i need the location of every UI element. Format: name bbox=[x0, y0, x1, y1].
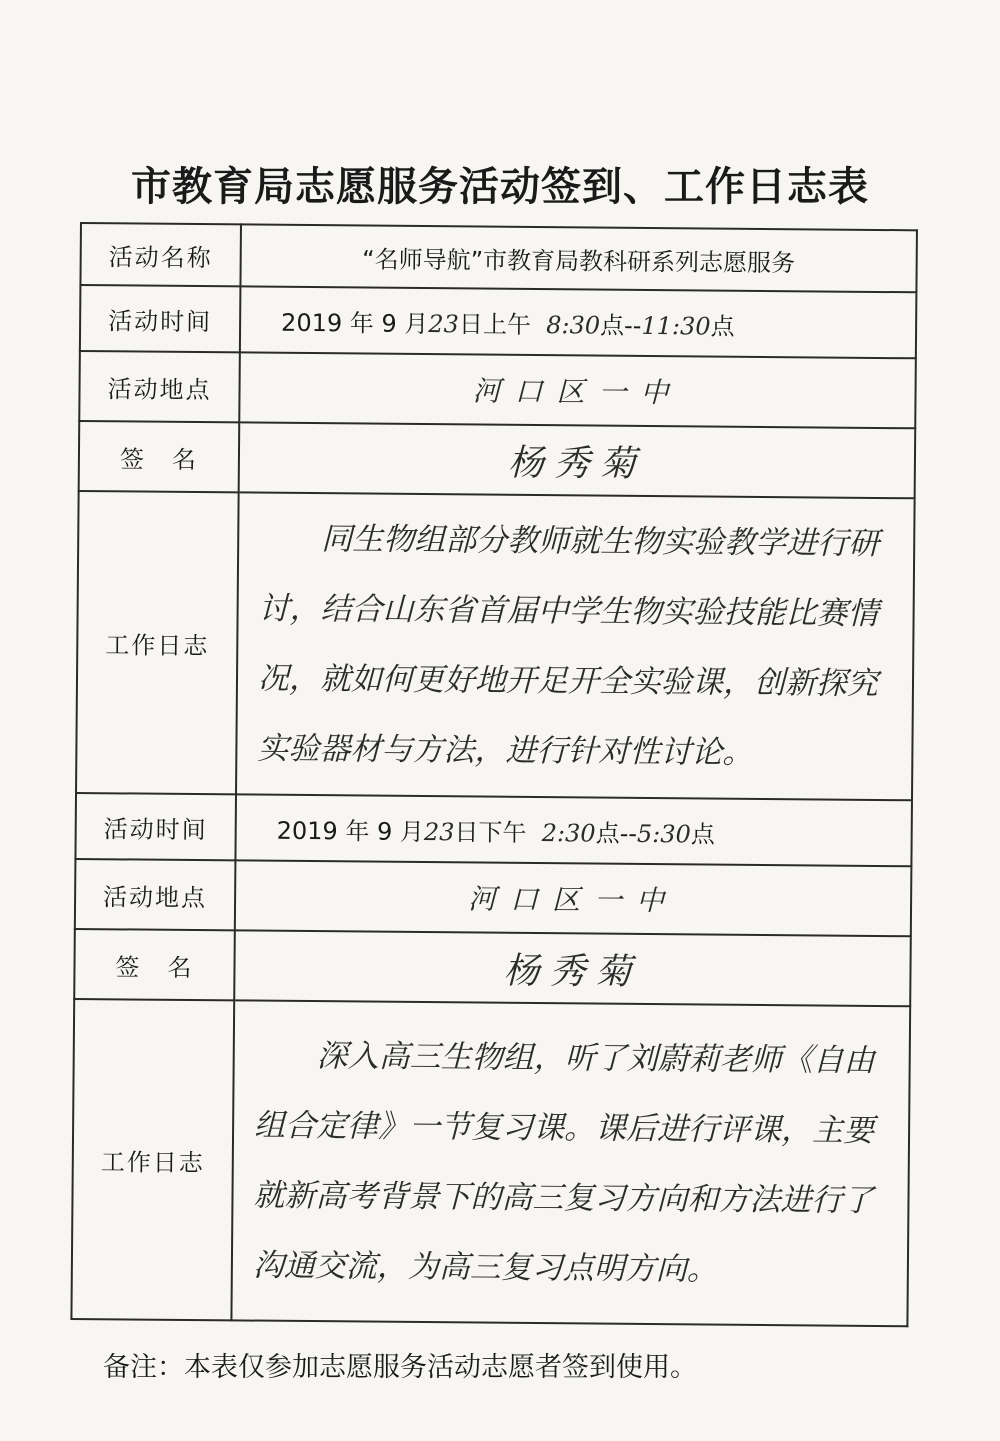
signature-label-1: 签 名 bbox=[79, 421, 240, 492]
work-log-cell-2 bbox=[231, 1000, 910, 1326]
activity-name-value: “名师导航”市教育局教科研系列志愿服务 bbox=[240, 224, 917, 292]
activity-place-value-1: 河口区一中 bbox=[472, 374, 683, 410]
time-separator-2: 点-- bbox=[595, 819, 638, 848]
date-printed-1: 2019 年 9 月 bbox=[281, 308, 429, 338]
date-suffix-1: 日上午 bbox=[458, 309, 532, 339]
activity-place-cell-1 bbox=[239, 352, 916, 428]
end-unit-2: 点 bbox=[690, 819, 715, 849]
date-day-2: 23 bbox=[423, 817, 455, 846]
activity-time-value-1 bbox=[240, 286, 917, 358]
activity-time-value-2 bbox=[235, 794, 912, 866]
work-log-label-1: 工作日志 bbox=[76, 491, 239, 794]
signature-value-2: 杨秀菊 bbox=[503, 950, 642, 993]
date-printed-2: 2019 年 9 月 bbox=[276, 816, 425, 846]
work-log-cell-1 bbox=[236, 492, 915, 800]
activity-name-label: 活动名称 bbox=[80, 223, 241, 286]
signature-label-2: 签 名 bbox=[74, 929, 235, 1000]
time-separator-1: 点-- bbox=[599, 311, 642, 340]
date-suffix-2: 日下午 bbox=[454, 817, 527, 847]
activity-place-label-1: 活动地点 bbox=[79, 351, 240, 422]
footnote: 备注：本表仅参加志愿服务活动志愿者签到使用。 bbox=[103, 1352, 697, 1383]
activity-time-label-1: 活动时间 bbox=[80, 285, 241, 352]
activity-place-cell-2 bbox=[235, 860, 912, 936]
activity-time-label-2: 活动时间 bbox=[75, 793, 236, 860]
sign-in-log-table bbox=[70, 222, 918, 1359]
start-time-2: 2:30 bbox=[541, 818, 596, 848]
signature-cell-2 bbox=[234, 930, 911, 1006]
date-day-1: 23 bbox=[428, 309, 460, 338]
end-unit-1: 点 bbox=[710, 312, 735, 341]
work-log-text-2: 深入高三生物组，听了刘蔚莉老师《自由组合定律》一节复习课。课后进行评课，主要就新高考背景下的高三复习方向和方法进行了沟通交流，为高三复习点明方向。 bbox=[252, 1038, 875, 1288]
end-time-1: 11:30 bbox=[641, 311, 711, 341]
signature-cell-1 bbox=[239, 422, 916, 498]
form-title: 市教育局志愿服务活动签到、工作日志表 bbox=[131, 164, 869, 210]
activity-place-value-2: 河口区一中 bbox=[467, 882, 679, 918]
work-log-label-2: 工作日志 bbox=[71, 999, 234, 1320]
end-time-2: 5:30 bbox=[636, 819, 691, 848]
start-time-1: 8:30 bbox=[546, 310, 601, 340]
signature-value-1: 杨秀菊 bbox=[507, 442, 647, 485]
work-log-text-1: 同生物组部分教师就生物实验教学进行研讨，结合山东省首届中学生物实验技能比赛情况，就如何更好地开足开全实验课，创新探究实验器材与方法，进行针对性讨论。 bbox=[257, 521, 880, 771]
activity-place-label-2: 活动地点 bbox=[75, 859, 236, 930]
